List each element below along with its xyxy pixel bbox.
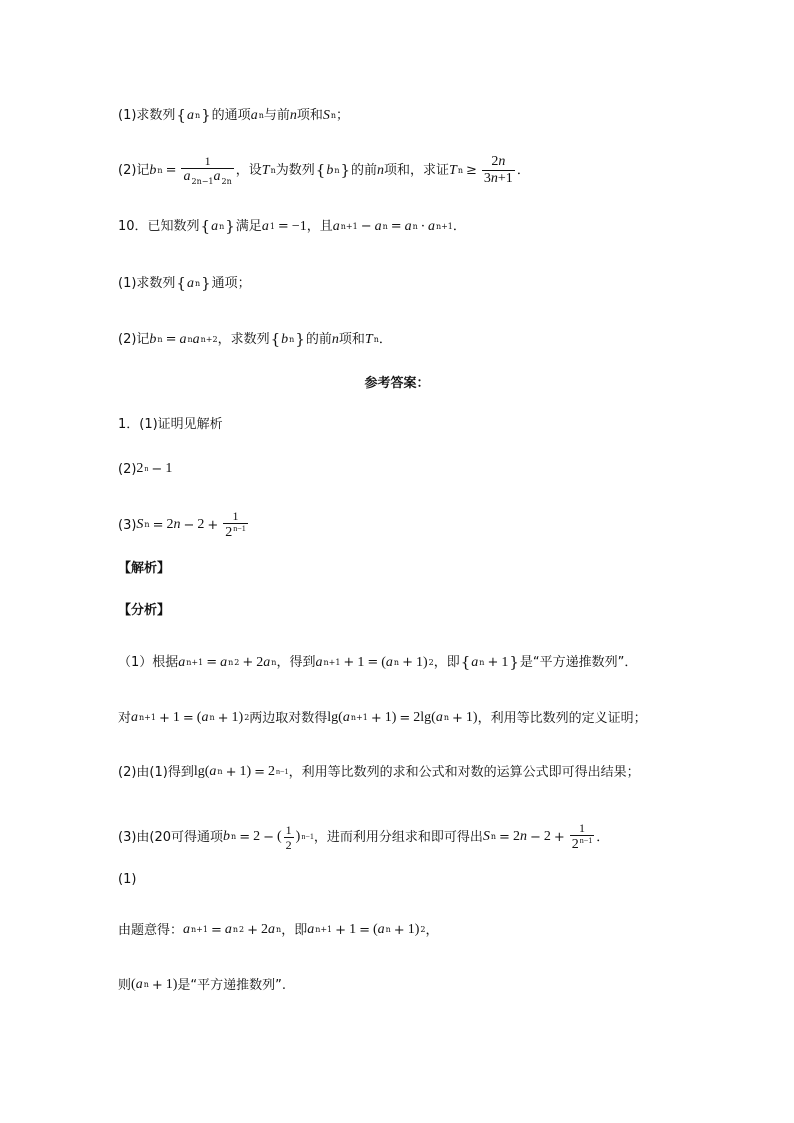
analysis-line-1: （1）根据 a n+1 = a n 2 + 2 a n ，得到 a n+1 + 1 = ( a n + 1) 2 ，即 { a n + 1 } 是“平方递推数列”． bbox=[118, 653, 638, 671]
analysis-line-2: 对 a n+1 + 1 = ( a n + 1) 2 两边取对数得 lg( a n+1 + 1) = 2lg( a n + 1) ，利用等比数列的定义证明； bbox=[118, 710, 647, 726]
analysis-label: 【解析】 bbox=[118, 561, 171, 576]
solution-part-label: (1) bbox=[118, 872, 137, 887]
question-10-part-1: (1)求数列 { a n } 通项； bbox=[118, 274, 251, 292]
question-9-part-2: (2)记 b n = $\frac{1}{a_{2n-1}a_{2n}}$ ，设 T n 为数列 { b n } 的前 n 项和，求证 T n ≥ $\frac{2n}{3n+1}$ ． bbox=[118, 154, 530, 186]
solution-line-1: 由题意得： a n+1 = a n 2 + 2 a n ，即 a n+1 + 1 = ( a n + 1) 2 ， bbox=[118, 922, 439, 938]
answer-heading: 参考答案： bbox=[364, 376, 430, 391]
breakdown-label: 【分析】 bbox=[118, 603, 171, 618]
question-10-stem: 10．已知数列 { a n } 满足 a 1 = −1 ，且 a n+1 − a n = a n · a n+1 ． bbox=[118, 217, 466, 235]
analysis-line-3: (2)由(1)得到 lg( a n + 1) = 2 n−1 ，利用等比数列的求和公式和对数的运算公式即可得出结果； bbox=[118, 764, 640, 780]
question-9-part-1: (1)求数列 { a n } 的通项 a n 与前 n 项和 S n ； bbox=[118, 106, 350, 124]
answer-1-part-1: 1．(1)证明见解析 bbox=[118, 417, 223, 432]
answer-1-part-2: (2) 2 n − 1 bbox=[118, 461, 173, 477]
answer-1-part-3: (3) S n = 2 n − 2 + $\frac{1}{2^{n-1}}$ bbox=[118, 509, 246, 540]
analysis-line-4: (3)由(20可得通项 b n = 2 − ( $\frac{1}{2}$ ) n−1 ，进而利用分组求和即可得出 S n = 2 n − 2 + $\frac{1}{2^{n-1}}$ ． bbox=[118, 821, 610, 852]
question-10-part-2: (2)记 b n = a n a n+2 ，求数列 { b n } 的前 n 项和 T n ． bbox=[118, 330, 392, 348]
solution-line-2: 则 ( a n + 1) 是“平方递推数列”. bbox=[118, 977, 287, 993]
